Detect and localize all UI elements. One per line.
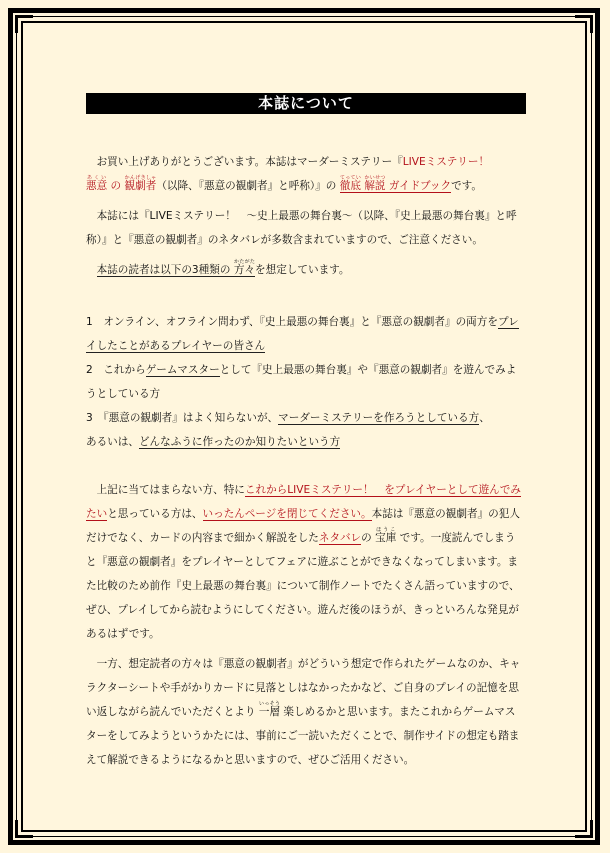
product-name: LIVEミステリー！ [402,156,490,168]
paragraph-warning: 上記に当てはまらない方、特にこれからLIVEミステリー！ をプレイヤーとして遊んでみたいと思っている方は、いったんページを閉じてください。本誌は『悪意の観劇者』の犯人だけでなく、カードの内容まで細かく解説をしたネタバレの 宝庫ほうこ です。一度読んでしまうと『悪意の観劇者』をプレイヤーとしてフェアに遊ぶことができなくなってしまいます。また比較のため前作『史上最悪の舞台裏』について制作ノートでたくさん語っていますので、ぜひ、プレイしてから読むようにしてください。遊んだ後のほうが、きっといろんな発見があるはずです。 [86,484,521,640]
list-item: 3 『悪意の観劇者』はよく知らないが、マーダーミステリーを作ろうとしている方、 [86,412,490,424]
paragraph-spoiler-note: 本誌には『LIVEミステリー！ ～史上最悪の舞台裏～（以降、『史上最悪の舞台裏』と呼称）』と『悪意の観劇者』のネタバレが多数含まれていますので、ご注意ください。 [86,210,517,246]
ruby-word: 観劇者かんげきしゃ [124,175,157,192]
paragraph-intro: お買い上げありがとうございます。本誌はマーダーミステリー『LIVEミステリー！ 悪意あくい の 観劇者かんげきしゃ（以降、『悪意の観劇者』と呼称）』の 徹底てってい 解説かいせつ ガイドブックです。 [86,156,490,192]
list-item: 2 これからゲームマスターとして『史上最悪の舞台裏』や『悪意の観劇者』を遊んでみようとしている方 [86,364,517,400]
list-item: あるいは、どんなふうに作ったのか知りたいという方 [86,436,341,448]
ruby-word: 宝庫ほうこ [375,527,397,544]
paragraph-readers: 本誌の読者は以下の3種類の 方々かたがたを想定しています。 [96,259,350,276]
ruby-word: 悪意あくい [86,175,108,192]
guidebook-title: 徹底てってい 解説かいせつ ガイドブック [339,175,452,192]
list-item: 1 オンライン、オフライン問わず、『史上最悪の舞台裏』と『悪意の観劇者』の両方をプレイしたことがあるプレイヤーの皆さん [86,316,519,352]
body-text [86,150,522,772]
page-title: 本誌について [86,93,526,114]
paragraph-closing: 一方、想定読者の方々は『悪意の観劇者』がどういう想定で作られたゲームなのか、キャラクターシートや手がかりカードに見落としはなかったかなど、ご自身のプレイの記憶を思い返しながら読んでいただくとより 一層いっそう 楽しめるかと思います。またこれからゲームマスターをしてみようというかたには、事前にご一読いただくことで、制作サイドの想定も踏まえて解説できるようになるかと思いますので、ぜひご活用ください。 [86,658,521,766]
ruby-word: 一層いっそう [258,701,281,718]
